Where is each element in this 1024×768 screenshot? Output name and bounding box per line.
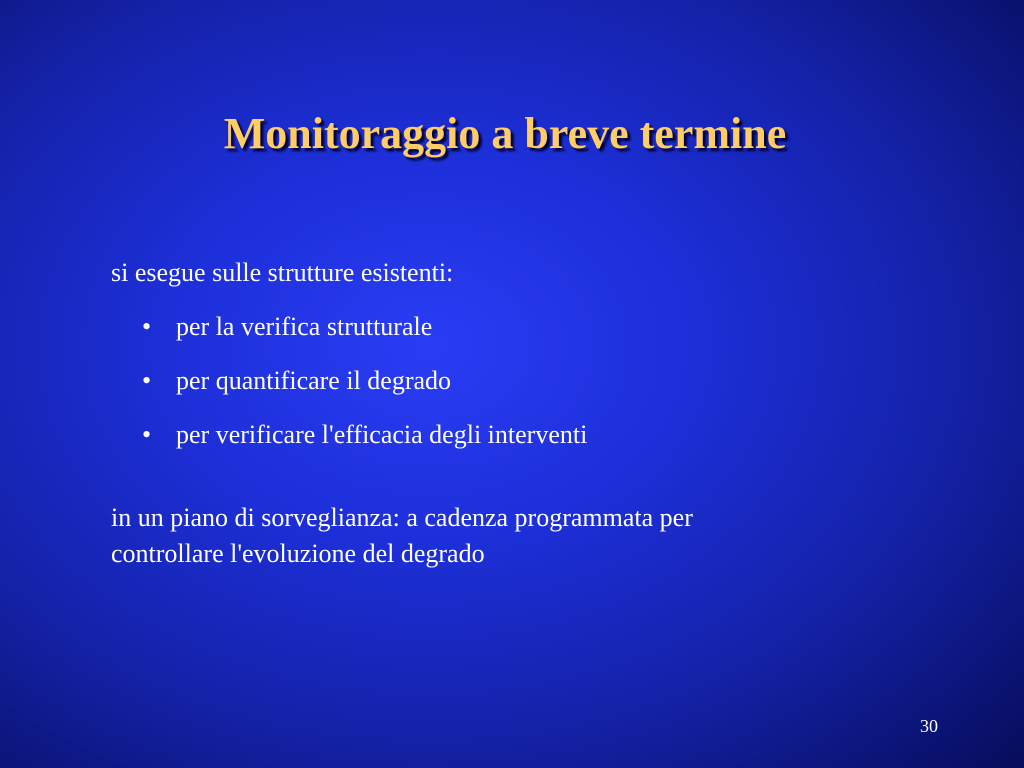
bullet-text: per la verifica strutturale bbox=[176, 312, 433, 341]
intro-text: si esegue sulle strutture esistenti: bbox=[111, 258, 454, 287]
slide-title: Monitoraggio a breve termine bbox=[223, 109, 787, 158]
bullet-marker: • bbox=[142, 420, 152, 449]
bullet-text: per verificare l'efficacia degli interventi bbox=[176, 420, 588, 449]
bullet-text: per quantificare il degrado bbox=[176, 366, 452, 395]
bullet-list bbox=[142, 310, 587, 472]
bullet-item bbox=[142, 418, 587, 472]
closing-line-1: in un piano di sorveglianza: a cadenza programmata per bbox=[111, 503, 693, 532]
page-number: 30 bbox=[920, 716, 938, 736]
bullet-item bbox=[142, 364, 587, 418]
bullet-item bbox=[142, 310, 587, 364]
closing-paragraph bbox=[111, 500, 911, 572]
bullet-marker: • bbox=[142, 366, 152, 395]
closing-line-2: controllare l'evoluzione del degrado bbox=[111, 539, 485, 568]
bullet-marker: • bbox=[142, 312, 152, 341]
